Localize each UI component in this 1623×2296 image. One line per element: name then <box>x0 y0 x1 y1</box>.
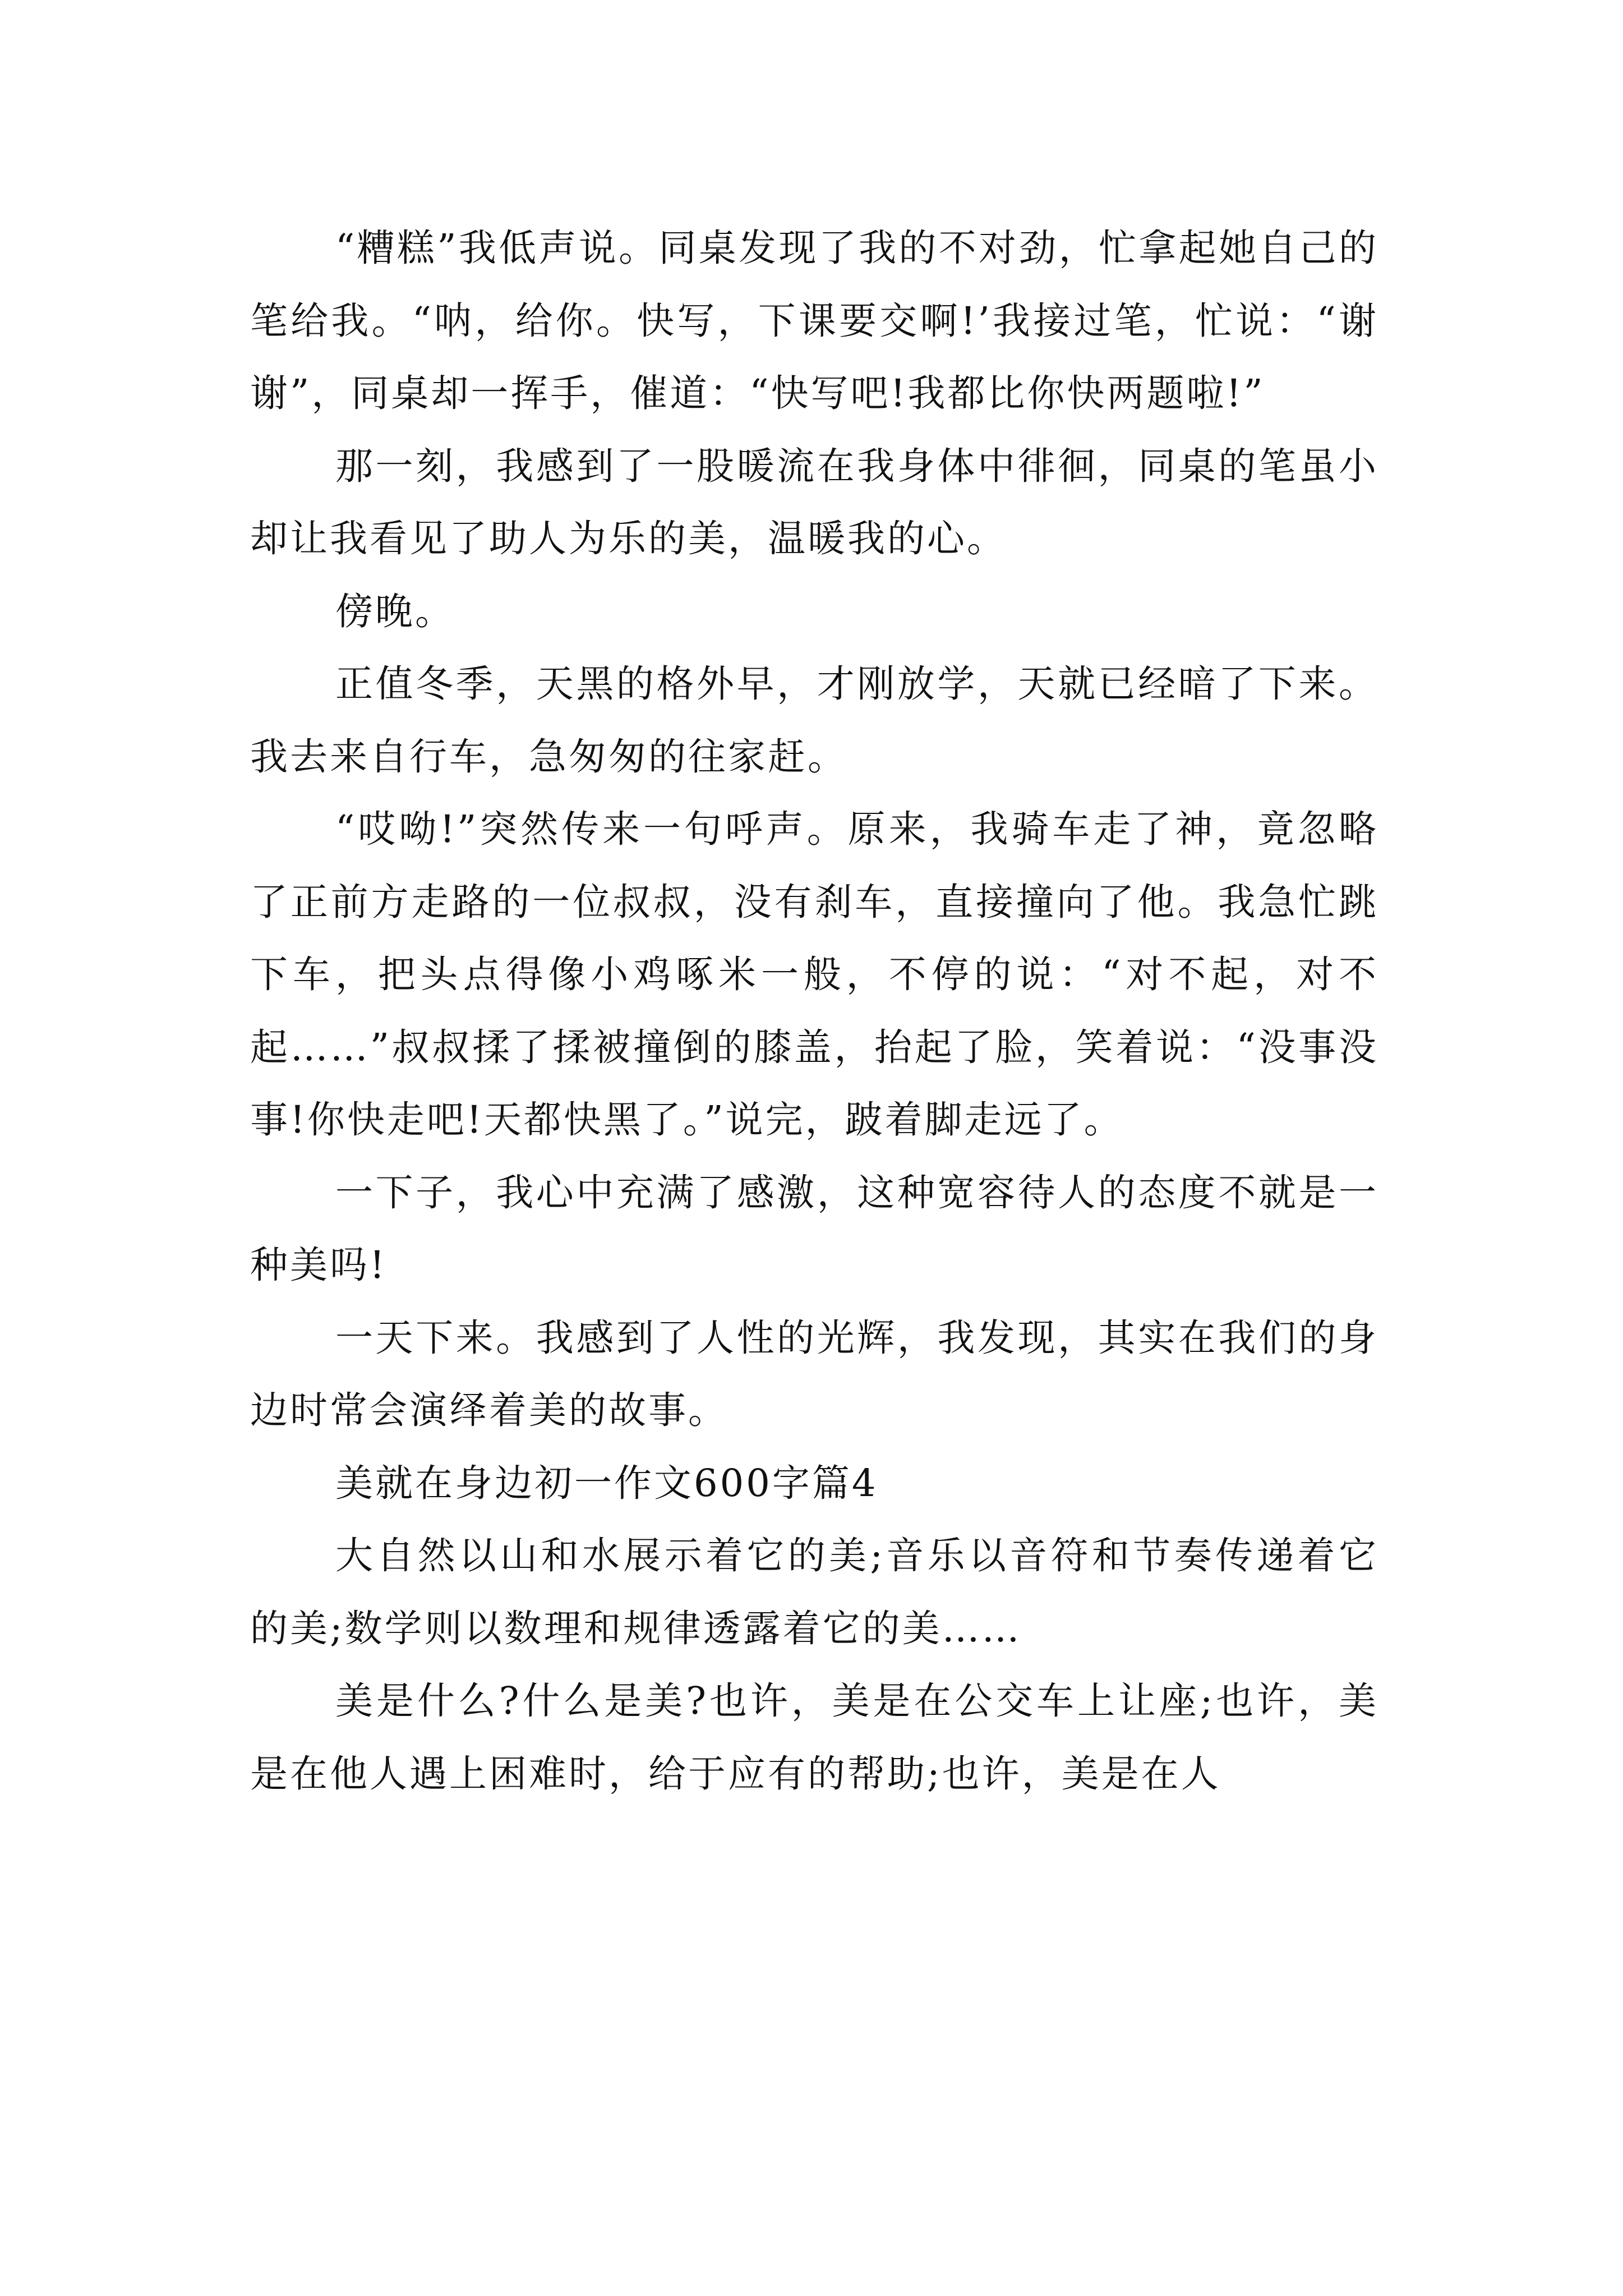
paragraph: “糟糕”我低声说。同桌发现了我的不对劲，忙拿起她自己的笔给我。“呐，给你。快写，下课要交啊!’我接过笔，忙说：“谢谢”，同桌却一挥手，催道：“快写吧!我都比你快两题啦!” <box>250 226 1378 415</box>
paragraph: 美是什么?什么是美?也许，美是在公交车上让座;也许，美是在他人遇上困难时，给于应有的帮助;也许，美是在人 <box>250 1679 1378 1796</box>
paragraph: “哎呦!”突然传来一句呼声。原来，我骑车走了神，竟忽略了正前方走路的一位叔叔，没有刹车，直接撞向了他。我急忙跳下车，把头点得像小鸡啄米一般，不停的说：“对不起，对不起……”叔叔揉了揉被撞倒的膝盖，抬起了脸，笑着说：“没事没事!你快走吧!天都快黑了。”说完，跛着脚走远了。 <box>250 807 1378 1142</box>
paragraph: 一天下来。我感到了人性的光辉，我发现，其实在我们的身边时常会演绎着美的故事。 <box>250 1315 1378 1432</box>
paragraph: 傍晚。 <box>335 589 455 633</box>
paragraph: 正值冬季，天黑的格外早，才刚放学，天就已经暗了下来。我去来自行车，急匆匆的往家赶。 <box>250 662 1378 779</box>
paragraph: 一下子，我心中充满了感激，这种宽容待人的态度不就是一种美吗! <box>250 1170 1378 1287</box>
section-heading: 美就在身边初一作文600字篇4 <box>335 1461 878 1505</box>
paragraph: 大自然以山和水展示着它的美;音乐以音符和节奏传递着它的美;数学则以数理和规律透露着它的美…… <box>250 1534 1378 1650</box>
paragraph: 那一刻，我感到了一股暖流在我身体中徘徊，同桌的笔虽小却让我看见了助人为乐的美，温暖我的心。 <box>250 444 1378 560</box>
document-body <box>250 212 1378 1810</box>
